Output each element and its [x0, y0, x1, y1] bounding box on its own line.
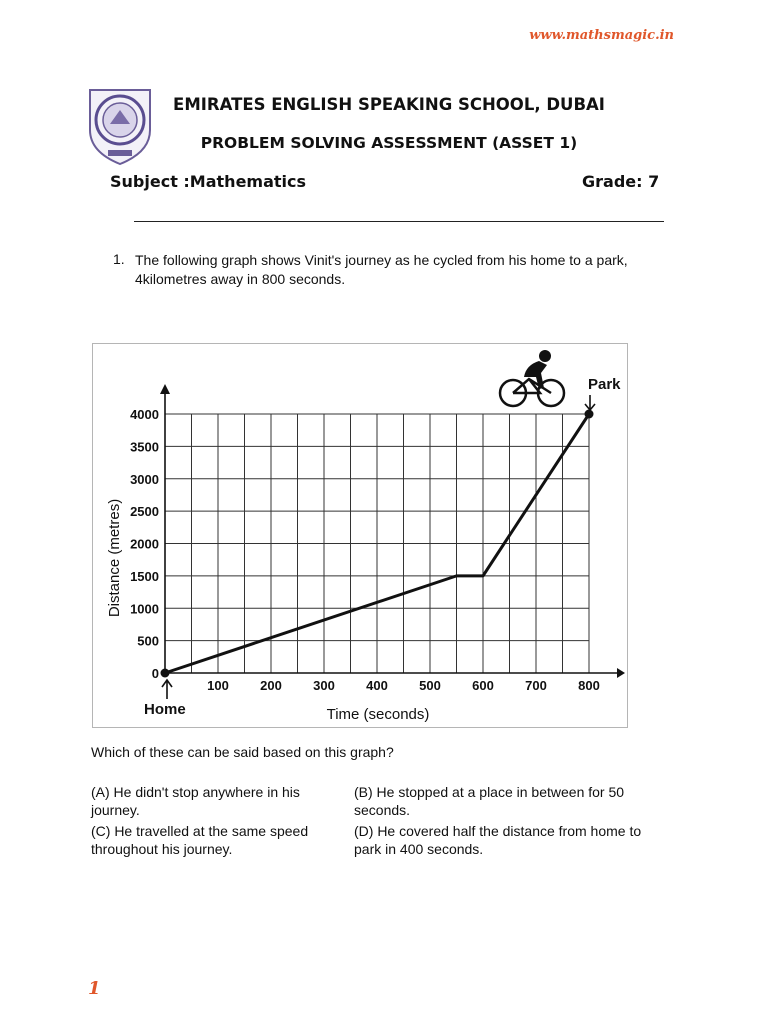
park-label: Park — [588, 376, 621, 393]
chart-grid — [165, 414, 589, 673]
distance-time-chart — [92, 343, 628, 728]
y-tick-label: 2000 — [130, 536, 159, 552]
y-tick-label: 500 — [137, 633, 159, 649]
page-number: 1 — [88, 978, 101, 999]
x-tick-label: 500 — [419, 678, 441, 693]
x-tick-label: 100 — [207, 678, 229, 693]
home-label: Home — [144, 701, 186, 718]
y-axis-label: Distance (metres) — [106, 498, 123, 618]
home-arrow-icon — [162, 680, 172, 699]
option-d[interactable]: (D) He covered half the distance from home to park in 400 seconds. — [354, 823, 642, 857]
x-tick-label: 600 — [472, 678, 494, 693]
y-tick-label: 2500 — [130, 504, 159, 520]
header-divider — [134, 221, 664, 222]
x-tick-label: 700 — [525, 678, 547, 693]
y-axis-arrow-icon — [160, 384, 170, 394]
y-tick-label: 4000 — [130, 407, 159, 422]
cyclist-icon — [500, 350, 564, 406]
grade-label: Grade: 7 — [582, 172, 660, 191]
question-prompt: Which of these can be said based on this graph? — [91, 744, 394, 760]
park-arrow-icon — [585, 395, 595, 410]
start-point — [161, 669, 170, 678]
x-tick-label: 400 — [366, 678, 388, 693]
website-url: www.mathsmagic.in — [529, 28, 674, 43]
subject-label: Subject :Mathematics — [110, 172, 307, 191]
y-tick-label: 3500 — [130, 439, 159, 455]
school-title: EMIRATES ENGLISH SPEAKING SCHOOL, DUBAI — [173, 95, 605, 114]
y-tick-label: 1500 — [130, 568, 159, 584]
x-tick-label: 300 — [313, 678, 335, 693]
y-tick-label: 0 — [151, 666, 159, 681]
option-a[interactable]: (A) He didn't stop anywhere in his journey. — [91, 784, 300, 818]
option-c[interactable]: (C) He travelled at the same speed throughout his journey. — [91, 823, 309, 857]
chart-tick-labels — [130, 407, 600, 693]
x-tick-label: 200 — [260, 678, 282, 693]
end-point — [585, 410, 594, 419]
question-number: 1. — [113, 251, 125, 267]
y-tick-label: 3000 — [130, 471, 159, 487]
x-axis-label: Time (seconds) — [326, 706, 430, 723]
assessment-title: PROBLEM SOLVING ASSESSMENT (ASSET 1) — [200, 134, 578, 152]
chart-axes — [160, 384, 625, 678]
option-b[interactable]: (B) He stopped at a place in between for 50 seconds. — [354, 784, 625, 818]
x-tick-label: 800 — [578, 678, 600, 693]
x-axis-arrow-icon — [617, 668, 625, 678]
question-text: The following graph shows Vinit's journey as he cycled from his home to a park, 4kilometres away in 800 seconds. — [135, 252, 628, 287]
y-tick-label: 1000 — [130, 601, 159, 617]
